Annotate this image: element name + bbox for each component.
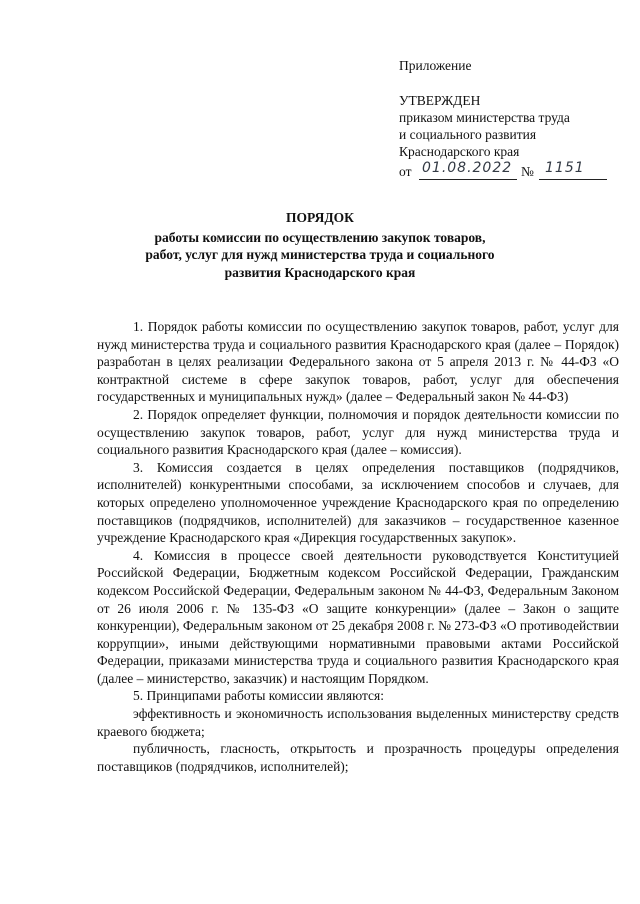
order-line-3: Краснодарского края bbox=[399, 144, 520, 159]
number-sign: № bbox=[521, 164, 534, 179]
date-prefix: от bbox=[399, 164, 412, 179]
date-underline bbox=[419, 179, 517, 180]
paragraph-2: 2. Порядок определяет функции, полномочия и порядок деятельности комиссии по осуществлению закупок товаров, работ, услуг для нужд министерства труда и социального развития Краснодарского края (далее – комиссия). bbox=[97, 406, 619, 458]
paragraph-1: 1. Порядок работы комиссии по осуществлению закупок товаров, работ, услуг для нужд министерства труда и социального развития Краснодарского края (далее – Порядок) разработан в целях реализации Федерального закона от 5 апреля 2013 г. № 44-ФЗ «О контрактной системе в сфере закупок товаров, работ, услуг для обеспечения государственных и муниципальных нужд» (далее – Федеральный закон № 44-ФЗ) bbox=[97, 319, 619, 405]
handwritten-number: 1151 bbox=[545, 160, 585, 176]
paragraph-3: 3. Комиссия создается в целях определения поставщиков (подрядчиков, исполнителей) конкурентными способами, за исключением способов и случаев, для которых определено уполномоченное учреждение Краснодарского края по определению поставщиков (подрядчиков, исполнителей) для заказчиков – государственное казенное учреждение Краснодарского края «Дирекция государственных закупок». bbox=[97, 459, 619, 546]
document-title-block bbox=[110, 209, 530, 281]
appendix-label: Приложение bbox=[399, 58, 472, 73]
paragraph-5-principle-1: эффективность и экономичность использования выделенных министерству средств краевого бюджета; bbox=[97, 706, 619, 739]
order-line-2: и социального развития bbox=[399, 127, 537, 142]
approval-block bbox=[399, 57, 624, 181]
paragraph-5-principle-2: публичность, гласность, открытость и прозрачность процедуры определения поставщиков (подрядчиков, исполнителей); bbox=[97, 741, 619, 774]
order-line-1: приказом министерства труда bbox=[399, 110, 570, 125]
order-date-number-row bbox=[399, 161, 624, 181]
number-underline bbox=[539, 179, 607, 180]
paragraph-5: 5. Принципами работы комиссии являются: bbox=[133, 688, 385, 704]
handwritten-date: 01.08.2022 bbox=[422, 160, 513, 176]
title-line-2: работ, услуг для нужд министерства труда и социального bbox=[145, 247, 495, 262]
title-line-1: работы комиссии по осуществлению закупок товаров, bbox=[154, 229, 486, 245]
document-title: ПОРЯДОК bbox=[286, 210, 354, 225]
paragraph-4: 4. Комиссия в процессе своей деятельности руководствуется Конституцией Российской Федерации, Бюджетным кодексом Российской Федерации, Гражданским кодексом Российской Федерации, Федеральным законом № 44-ФЗ, Федеральным Законом от 26 июля 2006 г. № 135-ФЗ «О защите конкуренции» (далее – Закон о защите конкуренции), Федеральным законом от 25 декабря 2008 г. № 273-ФЗ «О противодействии коррупции», иными действующими нормативными правовыми актами Российской Федерации, приказами министерства труда и социального развития Краснодарского края (далее – министерство, заказчик) и настоящим Порядком. bbox=[97, 547, 619, 686]
approved-label: УТВЕРЖДЕН bbox=[399, 93, 481, 108]
title-line-3: развития Краснодарского края bbox=[224, 264, 416, 280]
document-body bbox=[97, 318, 619, 775]
